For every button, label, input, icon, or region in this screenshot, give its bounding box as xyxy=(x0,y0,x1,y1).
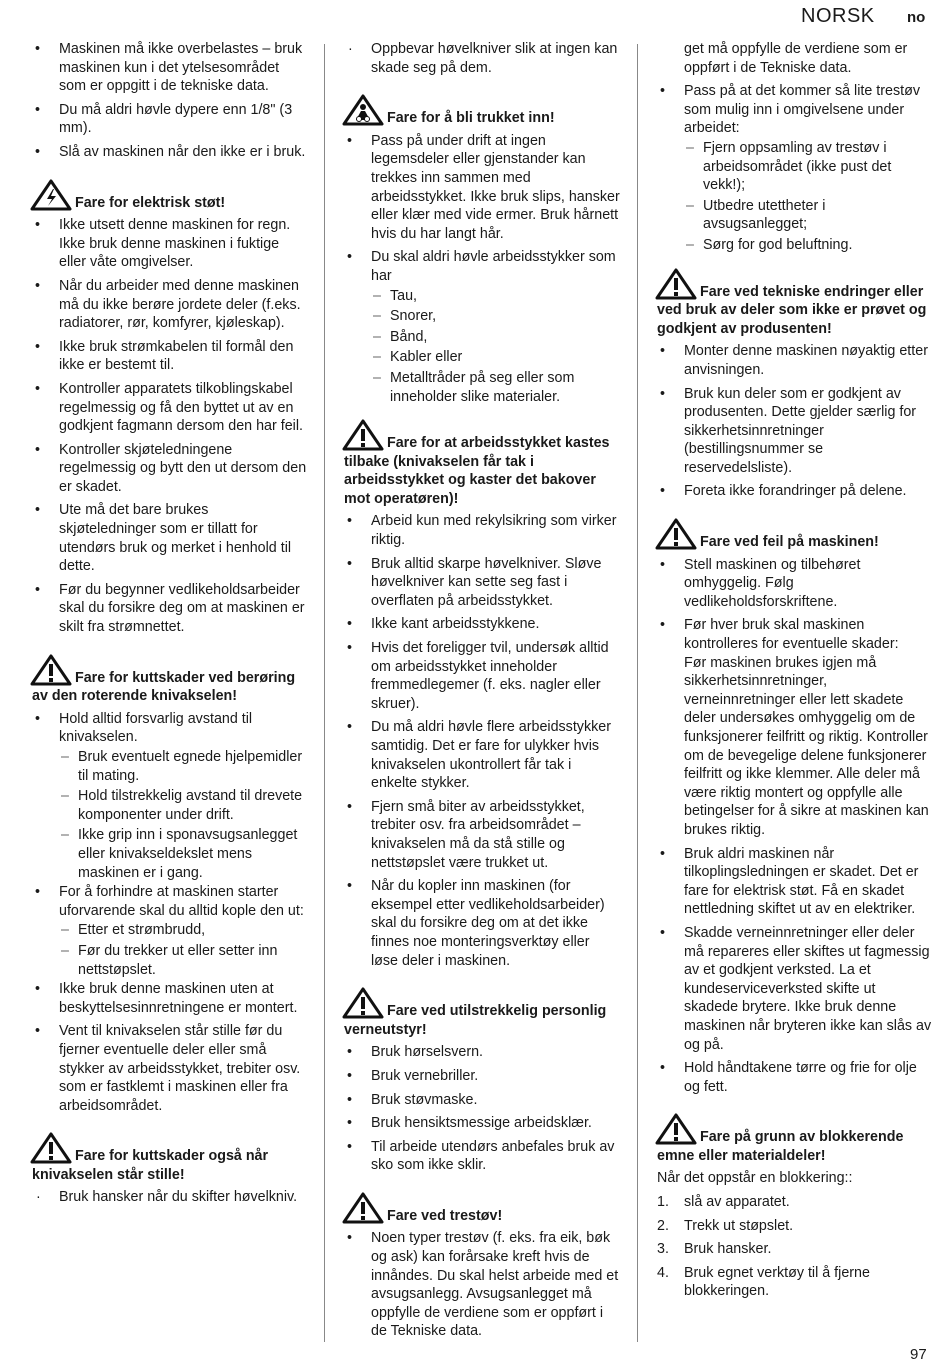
warning-triangle-icon xyxy=(342,419,384,451)
list-item: • Bruk støvmaske. xyxy=(344,1091,620,1110)
warning-triangle-icon xyxy=(655,518,697,550)
section-heading-dust xyxy=(344,1192,620,1226)
faults-list xyxy=(657,556,932,1097)
list-item: • Monter denne maskinen nøyaktig etter anvisningen. xyxy=(657,342,932,379)
sub-list-item: – Utbedre utettheter i avsugsanlegget; xyxy=(684,197,932,234)
list-item: • For å forhindre at maskinen starter uforvarende skal du alltid kople den ut: – Etter et strømbrudd, – Før du trekker ut eller setter inn nettstøpslet. xyxy=(32,883,308,979)
list-item: • Når du arbeider med denne maskinen må du ikke berøre jordete deler (f.eks. radiatorer, rør, komfyrer, kjøleskap). xyxy=(32,277,308,333)
section-heading-cut-still xyxy=(32,1132,308,1184)
sub-list-item: – Hold tilstrekkelig avstand til drevete komponenter under drift. xyxy=(59,787,308,824)
section-heading-blocking xyxy=(657,1113,932,1165)
section-heading-ppe xyxy=(344,987,620,1039)
sub-list xyxy=(59,748,308,882)
list-item: • Før du begynner vedlikeholdsarbeider skal du forsikre deg om at maskinen er skilt fra strømnettet. xyxy=(32,581,308,637)
section-title: Fare ved utilstrekkelig personlig verneutstyr! xyxy=(344,1003,607,1038)
section-title: Fare for kuttskader ved berøring av den roterende knivakselen! xyxy=(32,669,296,705)
section-heading-kickback xyxy=(344,419,620,508)
column-divider xyxy=(637,44,638,1342)
list-item: • Ikke bruk denne maskinen uten at beskyttelsesinnretningene er montert. xyxy=(32,980,308,1017)
list-item: • Bruk kun deler som er godkjent av produsenten. Dette gjelder særlig for sikkerhetsinnretninger (bestillingsnummer se reservedelsliste). xyxy=(657,385,932,478)
list-item: • Du skal aldri høvle arbeidsstykker som har – Tau, – Snorer, – Bånd, – Kabler eller – Metalltråder på seg eller som inneholder slike materialer. xyxy=(344,248,620,406)
cut-still-list xyxy=(32,1188,308,1207)
sub-list-item: – Bånd, xyxy=(371,328,620,347)
column-3 xyxy=(657,40,932,1306)
section-heading-faults xyxy=(657,518,932,552)
sub-list xyxy=(684,139,932,255)
list-item: • Ikke utsett denne maskinen for regn. Ikke bruk denne maskinen i fuktige eller våte omgivelser. xyxy=(32,216,308,272)
list-item: • Bruk vernebriller. xyxy=(344,1067,620,1086)
blocking-steps xyxy=(657,1193,932,1301)
list-item: • Ute må det bare brukes skjøteledninger som er tillatt for utendørs bruk og merket i henhold til dette. xyxy=(32,501,308,575)
list-item: • Foreta ikke forandringer på delene. xyxy=(657,482,932,501)
section-title: Fare for å bli trukket inn! xyxy=(387,110,555,127)
electric-list xyxy=(32,216,308,636)
sub-list-item: – Ikke grip inn i sponavsugsanlegget eller knivakseldekslet mens maskinen er i gang. xyxy=(59,826,308,882)
column-1 xyxy=(32,40,308,1212)
language-code: no xyxy=(907,9,926,26)
continued-text: get må oppfylle de verdiene som er oppført i de Tekniske data. xyxy=(684,41,908,76)
list-item: • Slå av maskinen når den ikke er i bruk. xyxy=(32,143,308,162)
warning-triangle-icon xyxy=(655,268,697,300)
step-item: 1. slå av apparatet. xyxy=(657,1193,932,1212)
list-item: • Bruk alltid skarpe høvelkniver. Sløve høvelkniver kan sette seg fast i overflaten på arbeidsstykket. xyxy=(344,555,620,611)
top-list xyxy=(344,40,620,77)
section-title: Fare for kuttskader også når knivakselen står stille! xyxy=(32,1148,269,1183)
list-item: • Fjern små biter av arbeidsstykket, trebiter osv. fra arbeidsområdet – knivakselen må da stå stille og nettstøpslet være trukket ut. xyxy=(344,798,620,872)
ppe-list xyxy=(344,1043,620,1175)
sub-list-item: – Metalltråder på seg eller som inneholder slike materialer. xyxy=(371,369,620,406)
blocking-intro: Når det oppstår en blokkering:: xyxy=(657,1170,853,1187)
list-item: • Bruk hørselsvern. xyxy=(344,1043,620,1062)
sub-list-item: – Fjern oppsamling av trestøv i arbeidsområdet (ikke pust det vekk!); xyxy=(684,139,932,195)
language-heading: NORSK xyxy=(801,5,875,27)
dust-list xyxy=(344,1229,620,1340)
list-item: • Bruk hensiktsmessige arbeidsklær. xyxy=(344,1114,620,1133)
inspection-text: Før maskinen brukes igjen må sikkerhetsinnretninger, verneinnretninger eller lett skadete deler undersøkes omhyggelig om de funksjonerer feilfritt og riktig. Kontroller om de bevegelige delene funksjonerer feilfritt og ikke klemmer. Alle deler må være riktig montert og oppfylle alle betingelser for å sikre at maskinen kan brukes riktig. xyxy=(684,654,929,838)
sub-list-item: – Kabler eller xyxy=(371,348,620,367)
list-item: • Skadde verneinnretninger eller deler må repareres eller skiftes ut fagmessig av et godkjent verksted. La et kundeserviceverksted skifte ut skadede brytere. Ikke bruk denne maskinen når bryteren ikke kan slås av og på. xyxy=(657,924,932,1054)
list-item: • Vent til knivakselen står stille før du fjerner eventuelle deler eller små stykker av arbeidsstykket, trebiter osv. som er fastklemt i maskinen eller fra arbeidsområdet. xyxy=(32,1022,308,1115)
section-title: Fare på grunn av blokkerende emne eller materialdeler! xyxy=(657,1129,904,1164)
page-number: 97 xyxy=(910,1346,927,1363)
warning-triangle-icon xyxy=(30,1132,72,1164)
pulled-in-list xyxy=(344,132,620,406)
list-item: • Når du kopler inn maskinen (for eksempel etter vedlikeholdsarbeider) skal du forsikre deg om at det ikke finnes noe monteringsverktøy eller løse deler i maskinen. xyxy=(344,877,620,970)
intro-list xyxy=(32,40,308,162)
list-item: • Før hver bruk skal maskinen kontrolleres for eventuelle skader: Før maskinen brukes igjen må sikkerhetsinnretninger, verneinnretninger eller lett skadete deler undersøkes omhyggelig om de funksjonerer feilfritt og riktig. Kontroller om de bevegelige delene funksjonerer feilfritt og ikke klemmer. Alle deler må være riktig montert og oppfylle alle betingelser for å sikre at maskinen kan brukes riktig. xyxy=(657,616,932,839)
list-item: • Ikke kant arbeidsstykkene. xyxy=(344,615,620,634)
pull-in-warning-icon xyxy=(342,94,384,126)
electric-shock-warning-icon xyxy=(30,179,72,211)
step-item: 3. Bruk hansker. xyxy=(657,1240,932,1259)
sub-list xyxy=(371,287,620,407)
list-item: • Bruk aldri maskinen når tilkoplingsledningen er skadet. Det er fare for elektrisk støt. Få en skadet nettledning skiftet ut av en elektriker. xyxy=(657,845,932,919)
section-title: Fare ved tekniske endringer eller ved bruk av deler som ikke er prøvet og godkjent av produsenten! xyxy=(657,283,927,337)
column-2 xyxy=(344,40,620,1340)
sub-list-item: – Før du trekker ut eller setter inn nettstøpslet. xyxy=(59,942,308,979)
list-item: · Bruk hansker når du skifter høvelkniv. xyxy=(32,1188,308,1207)
list-item: · Oppbevar høvelkniver slik at ingen kan skade seg på dem. xyxy=(344,40,620,77)
step-item: 2. Trekk ut støpslet. xyxy=(657,1217,932,1236)
list-item: • Ikke bruk strømkabelen til formål den ikke er bestemt til. xyxy=(32,338,308,375)
sub-list-item: – Etter et strømbrudd, xyxy=(59,921,308,940)
list-item: • Arbeid kun med rekylsikring som virker riktig. xyxy=(344,512,620,549)
section-heading-pulled-in xyxy=(344,94,620,128)
list-item: • Pass på under drift at ingen legemsdeler eller gjenstander kan trekkes inn sammen med arbeidsstykket. Ikke bruk slips, hansker eller klær med vide ermer. Bruk hårnett hvis du har langt hår. xyxy=(344,132,620,244)
tech-list xyxy=(657,342,932,501)
section-title: Fare for at arbeidsstykket kastes tilbake (knivakselen får tak i arbeidsstykket og kaster det bakover mot operatøren)! xyxy=(344,435,610,507)
list-item: • Hold alltid forsvarlig avstand til knivakselen. – Bruk eventuelt egnede hjelpemidler til mating. – Hold tilstrekkelig avstand til drevete komponenter under drift. – Ikke grip inn i sponavsugsanlegget eller knivakseldekslet mens maskinen er i gang. xyxy=(32,710,308,882)
sub-list-item: – Bruk eventuelt egnede hjelpemidler til mating. xyxy=(59,748,308,785)
list-item: • Stell maskinen og tilbehøret omhyggelig. Følg vedlikeholdsforskriftene. xyxy=(657,556,932,612)
section-heading-tech xyxy=(657,268,932,339)
list-item: • Kontroller skjøteledningene regelmessig og bytt den ut dersom den er skadet. xyxy=(32,441,308,497)
list-item: • Kontroller apparatets tilkoblingskabel regelmessig og få den byttet ut av en godkjent fagmann dersom den har feil. xyxy=(32,380,308,436)
section-title: Fare ved trestøv! xyxy=(387,1207,503,1224)
step-item: 4. Bruk egnet verktøy til å fjerne blokkeringen. xyxy=(657,1264,932,1301)
list-item: • Du må aldri høvle dypere enn 1/8" (3 mm). xyxy=(32,101,308,138)
section-title: Fare for elektrisk støt! xyxy=(75,194,226,211)
list-item: • Maskinen må ikke overbelastes – bruk maskinen kun i det ytelsesområdet som er oppgitt i de tekniske data. xyxy=(32,40,308,96)
section-heading-cut-rotating xyxy=(32,654,308,706)
list-item: • Noen typer trestøv (f. eks. fra eik, bøk og ask) kan forårsake kreft hvis de innåndes. Du skal helst arbeide med et avsugsanlegg. Avsugsanlegget må oppfylle de verdiene som er oppført i de Tekniske data. xyxy=(344,1229,620,1286)
kickback-list xyxy=(344,512,620,970)
sub-list-item: – Snorer, xyxy=(371,307,620,326)
warning-triangle-icon xyxy=(30,654,72,686)
list-item: • Pass på at det kommer så lite trestøv som mulig inn i omgivelsene under arbeidet: – Fjern oppsamling av trestøv i arbeidsområdet (ikke pust det vekk!); – Utbedre utettheter i avsugsanlegget; – Sørg for god beluftning. xyxy=(657,82,932,254)
sub-list-item: – Sørg for god beluftning. xyxy=(684,236,932,255)
column-divider xyxy=(324,44,325,1342)
list-item: • Til arbeide utendørs anbefales bruk av sko som ikke sklir. xyxy=(344,1138,620,1175)
section-heading-electric xyxy=(32,179,308,213)
warning-triangle-icon xyxy=(342,1192,384,1224)
list-item: • Du må aldri høvle flere arbeidsstykker samtidig. Det er fare for ulykker hvis knivakselen ukontrollert får tak i enkelte stykker. xyxy=(344,718,620,792)
list-item: • Hold håndtakene tørre og frie for olje og fett. xyxy=(657,1059,932,1096)
warning-triangle-icon xyxy=(342,987,384,1019)
list-item: • Hvis det foreligger tvil, undersøk alltid om arbeidsstykket inneholder fremmedlegemer (f. eks. nagler eller skruer). xyxy=(344,639,620,713)
section-title: Fare ved feil på maskinen! xyxy=(700,534,879,551)
warning-triangle-icon xyxy=(655,1113,697,1145)
sub-list-item: – Tau, xyxy=(371,287,620,306)
sub-list xyxy=(59,921,308,979)
cut-rotating-list xyxy=(32,710,308,1115)
dust-list-continued xyxy=(657,82,932,254)
